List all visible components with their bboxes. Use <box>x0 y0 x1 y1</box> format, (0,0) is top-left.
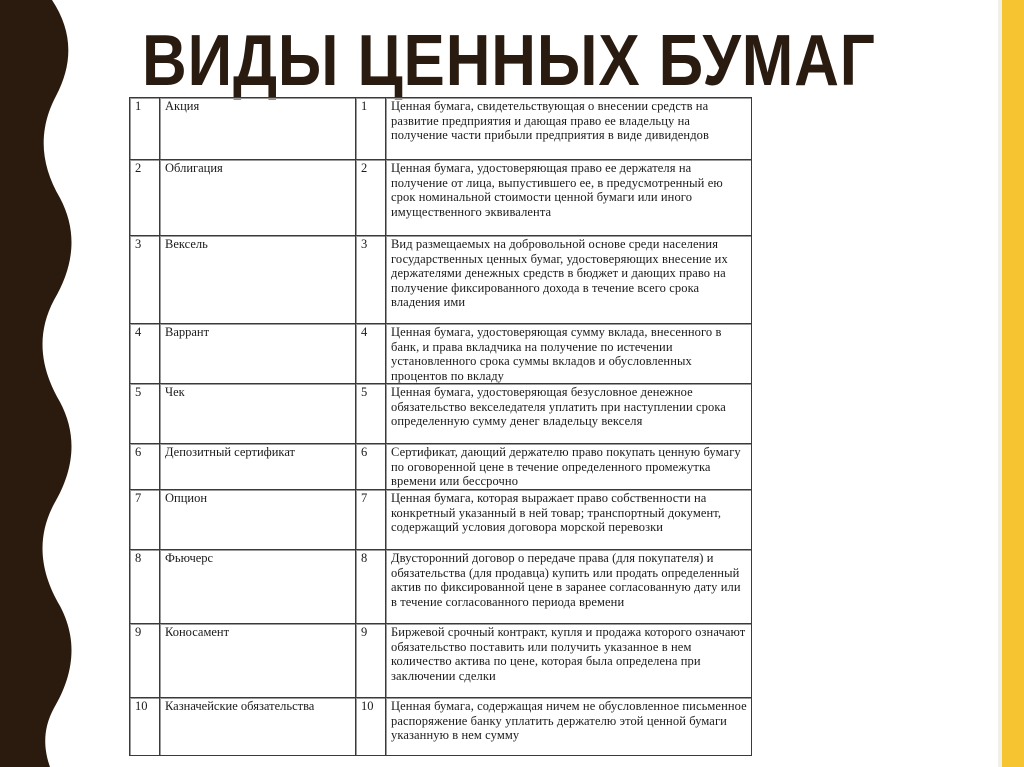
table-row <box>130 698 752 756</box>
definition-cell: Вид размещаемых на добровольной основе среди населения государственных ценных бумаг, удостоверяющих внесение их держателями денежных средств в бюджет и дающих право на получение фиксированного дохода в течение всего срока владения ими <box>386 236 752 324</box>
definition-number: 2 <box>356 160 386 236</box>
definition-cell: Ценная бумага, которая выражает право собственности на конкретный указанный в ней товар; транспортный документ, содержащий условия договора морской перевозки <box>386 490 752 550</box>
table-row <box>130 490 752 550</box>
definition-cell: Ценная бумага, свидетельствующая о внесении средств на развитие предприятия и дающая право ее владельцу на получение части прибыли предприятия в виде дивидендов <box>386 98 752 160</box>
term-cell: Акция <box>160 98 356 160</box>
row-number: 6 <box>130 444 160 490</box>
table-row <box>130 160 752 236</box>
table-row <box>130 384 752 444</box>
definition-cell: Двусторонний договор о передаче права (для покупателя) и обязательства (для продавца) купить или продать определенный актив по фиксированной цене в заранее согласованную дату или в течение согласованного периода времени <box>386 550 752 624</box>
table-row <box>130 324 752 384</box>
page-title: ВИДЫ ЦЕННЫХ БУМАГ <box>142 21 876 101</box>
definition-cell: Биржевой срочный контракт, купля и продажа которого означают обязательство поставить или получить указанное в нем количество актива по цене, которая была определена при заключении сделки <box>386 624 752 698</box>
definition-number: 10 <box>356 698 386 756</box>
row-number: 3 <box>130 236 160 324</box>
term-cell: Коносамент <box>160 624 356 698</box>
definition-number: 9 <box>356 624 386 698</box>
definition-number: 6 <box>356 444 386 490</box>
definition-number: 7 <box>356 490 386 550</box>
term-cell: Фьючерс <box>160 550 356 624</box>
table-row <box>130 236 752 324</box>
term-cell: Облигация <box>160 160 356 236</box>
definition-number: 5 <box>356 384 386 444</box>
decorative-wave-band <box>0 0 80 767</box>
table-row <box>130 98 752 160</box>
definition-cell: Сертификат, дающий держателю право покупать ценную бумагу по оговоренной цене в течение определенного промежутка времени или бессрочно <box>386 444 752 490</box>
term-cell: Варрант <box>160 324 356 384</box>
term-cell: Вексель <box>160 236 356 324</box>
row-number: 1 <box>130 98 160 160</box>
row-number: 8 <box>130 550 160 624</box>
term-cell: Чек <box>160 384 356 444</box>
row-number: 4 <box>130 324 160 384</box>
definition-cell: Ценная бумага, удостоверяющая сумму вклада, внесенного в банк, и права вкладчика на получение по истечении установленного срока суммы вкладов и обусловленных процентов по вкладу <box>386 324 752 384</box>
row-number: 9 <box>130 624 160 698</box>
securities-table <box>129 97 752 756</box>
definition-cell: Ценная бумага, содержащая ничем не обусловленное письменное распоряжение банку уплатить держателю этой ценной бумаги указанную в нем сумму <box>386 698 752 756</box>
row-number: 7 <box>130 490 160 550</box>
definition-number: 3 <box>356 236 386 324</box>
row-number: 2 <box>130 160 160 236</box>
right-accent-band <box>1002 0 1024 767</box>
table-row <box>130 624 752 698</box>
term-cell: Опцион <box>160 490 356 550</box>
term-cell: Казначейские обязательства <box>160 698 356 756</box>
table-row <box>130 444 752 490</box>
term-cell: Депозитный сертификат <box>160 444 356 490</box>
definition-number: 4 <box>356 324 386 384</box>
definition-number: 1 <box>356 98 386 160</box>
definition-number: 8 <box>356 550 386 624</box>
definition-cell: Ценная бумага, удостоверяющая право ее держателя на получение от лица, выпустившего ее, в предусмотренный ею срок номинальной стоимости ценной бумаги или иного имущественного эквивалента <box>386 160 752 236</box>
row-number: 5 <box>130 384 160 444</box>
row-number: 10 <box>130 698 160 756</box>
table-row <box>130 550 752 624</box>
definition-cell: Ценная бумага, удостоверяющая безусловное денежное обязательство векселедателя уплатить при наступлении срока определенную сумму денег владельцу векселя <box>386 384 752 444</box>
